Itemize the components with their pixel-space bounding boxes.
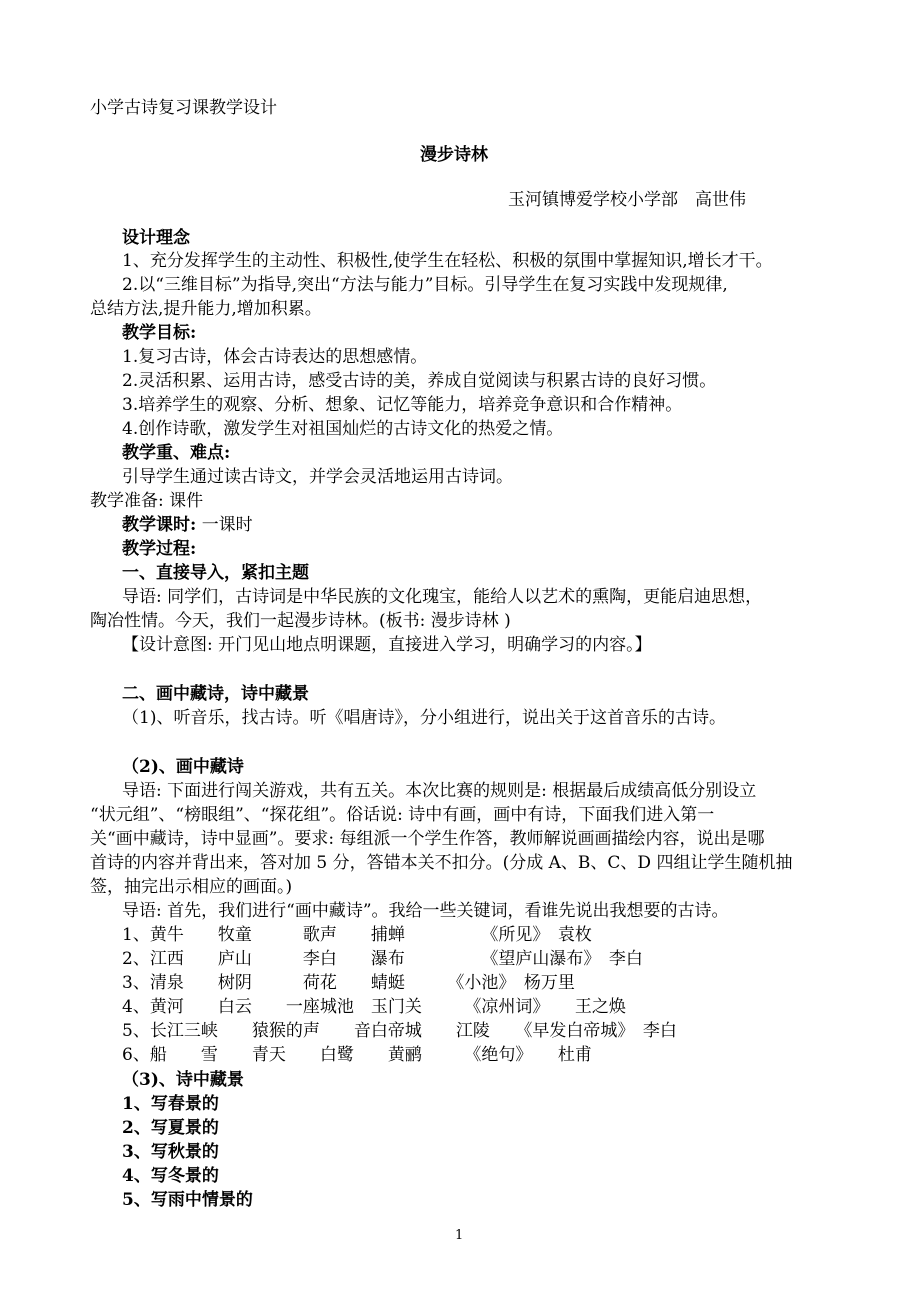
design-concept-heading: 设计理念 bbox=[122, 228, 190, 248]
section1-heading: 一、直接导入，紧扣主题 bbox=[122, 563, 309, 583]
keyword-row: 5、长江三峡 猿猴的声 音白帝城 江陵 《早发白帝城》 李白 bbox=[122, 1021, 677, 1041]
design-concept-p2-line2: 总结方法,提升能力,增加积累。 bbox=[90, 299, 322, 319]
preparation-line: 教学准备: 课件 bbox=[90, 491, 204, 511]
document-title: 漫步诗林 bbox=[420, 145, 488, 165]
section2-heading: 二、画中藏诗，诗中藏景 bbox=[122, 684, 309, 704]
objectives-heading: 教学目标: bbox=[122, 323, 197, 343]
section2-intro-line: 关“画中藏诗，诗中显画”。要求: 每组派一个学生作答，教师解说画画描绘内容，说出是哪 bbox=[90, 829, 765, 849]
design-concept-p2-line1: 2.以“三维目标”为指导,突出“方法与能力”目标。引导学生在复习实践中发现规律, bbox=[122, 275, 728, 295]
key-points-text: 引导学生通过读古诗文，并学会灵活地运用古诗词。 bbox=[122, 467, 513, 487]
scene-item: 3、写秋景的 bbox=[122, 1142, 219, 1162]
objective-item: 1.复习古诗，体会古诗表达的思想感情。 bbox=[122, 347, 428, 367]
keyword-row: 2、江西 庐山 李白 瀑布 《望庐山瀑布》 李白 bbox=[122, 949, 643, 969]
process-heading: 教学过程: bbox=[122, 539, 197, 559]
section2-part2-heading: （2)、画中藏诗 bbox=[122, 757, 244, 777]
section2-part3-heading: （3)、诗中藏景 bbox=[122, 1070, 244, 1090]
scene-item: 4、写冬景的 bbox=[122, 1166, 219, 1186]
keyword-row: 6、船 雪 青天 白鹭 黄鹂 《绝句》 杜甫 bbox=[122, 1045, 592, 1065]
section1-line1: 导语: 同学们，古诗词是中华民族的文化瑰宝，能给人以艺术的熏陶，更能启迪思想， bbox=[122, 587, 763, 607]
keywords-intro: 导语: 首先，我们进行“画中藏诗”。我给一些关键词，看谁先说出我想要的古诗。 bbox=[122, 901, 729, 921]
section2-part1: （1)、听音乐，找古诗。听《唱唐诗》，分小组进行，说出关于这首音乐的古诗。 bbox=[122, 708, 726, 728]
hours-value: 一课时 bbox=[201, 515, 253, 535]
section1-intent: 【设计意图: 开门见山地点明课题，直接进入学习，明确学习的内容。】 bbox=[122, 635, 652, 655]
document-header: 小学古诗复习课教学设计 bbox=[90, 98, 277, 118]
hours-line bbox=[122, 513, 253, 537]
key-points-heading: 教学重、难点: bbox=[122, 443, 231, 463]
design-concept-p1: 1、充分发挥学生的主动性、积极性,使学生在轻松、积极的氛围中掌握知识,增长才干。 bbox=[122, 251, 773, 271]
objective-item: 2.灵活积累、运用古诗，感受古诗的美，养成自觉阅读与积累古诗的良好习惯。 bbox=[122, 371, 717, 391]
author-line: 玉河镇博爱学校小学部 高世伟 bbox=[508, 190, 746, 210]
objective-item: 3.培养学生的观察、分析、想象、记忆等能力，培养竞争意识和合作精神。 bbox=[122, 395, 683, 415]
section2-intro-line: 导语: 下面进行闯关游戏，共有五关。本次比赛的规则是: 根据最后成绩高低分别设立 bbox=[122, 781, 757, 801]
section2-intro-line: 签，抽完出示相应的画面。) bbox=[90, 877, 293, 897]
hours-label: 教学课时: bbox=[122, 515, 197, 535]
keyword-row: 1、黄牛 牧童 歌声 捕蝉 《所见》 袁枚 bbox=[122, 925, 592, 945]
keyword-row: 4、黄河 白云 一座城池 玉门关 《凉州词》 王之焕 bbox=[122, 997, 626, 1017]
keyword-row: 3、清泉 树阴 荷花 蜻蜓 《小池》 杨万里 bbox=[122, 973, 575, 993]
scene-item: 2、写夏景的 bbox=[122, 1118, 219, 1138]
page-number: 1 bbox=[455, 1228, 464, 1243]
section2-intro-line: “状元组”、“榜眼组”、“探花组”。俗话说: 诗中有画，画中有诗，下面我们进入第一 bbox=[90, 805, 715, 825]
scene-item: 1、写春景的 bbox=[122, 1094, 219, 1114]
section2-intro-line: 首诗的内容并背出来，答对加 5 分，答错本关不扣分。(分成 A、B、C、D 四组让学生随机抽 bbox=[90, 853, 793, 873]
objective-item: 4.创作诗歌，激发学生对祖国灿烂的古诗文化的热爱之情。 bbox=[122, 419, 564, 439]
scene-item: 5、写雨中情景的 bbox=[122, 1190, 253, 1210]
section1-line2: 陶冶性情。今天，我们一起漫步诗林。(板书: 漫步诗林 ) bbox=[90, 611, 511, 631]
